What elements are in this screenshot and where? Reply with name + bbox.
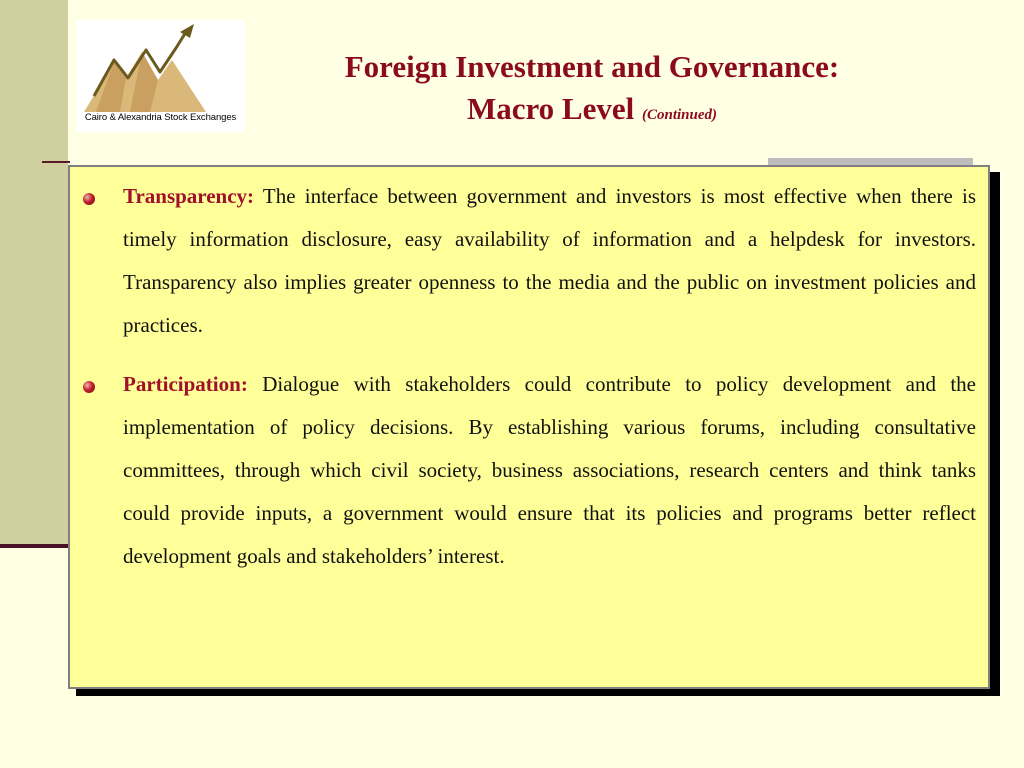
content-box bbox=[68, 165, 990, 689]
bullet-icon bbox=[83, 193, 95, 205]
slide-title bbox=[250, 46, 934, 136]
bullet-body: The interface between government and investors is most effective when there is timely information disclosure, easy availability of information and a helpdesk for investors. Transparency also implies greater openness to the media and the public on investment policies and practices. bbox=[123, 184, 976, 337]
bullet-term: Participation: bbox=[123, 372, 248, 396]
bullet-text bbox=[123, 175, 976, 347]
bottom-rule bbox=[0, 544, 72, 548]
bullet-body: Dialogue with stakeholders could contribute to policy development and the implementation of policy decisions. By establishing various forums, including consultative committees, through which civil society, business associations, research centers and think tanks could provide inputs, a government would ensure that its policies and programs better reflect development goals and stakeholders’ interest. bbox=[123, 372, 977, 568]
logo-caption: Cairo & Alexandria Stock Exchanges bbox=[84, 112, 237, 123]
top-rule bbox=[42, 161, 70, 163]
title-line-2 bbox=[250, 88, 934, 136]
stock-exchange-logo bbox=[76, 20, 245, 132]
title-macro-level: Macro Level bbox=[466, 91, 635, 126]
bullet-text bbox=[123, 363, 976, 578]
bullet-icon bbox=[83, 381, 95, 393]
left-side-bar bbox=[0, 0, 68, 546]
title-continued-label: (Continued) bbox=[642, 107, 718, 123]
bullet-term: Transparency: bbox=[123, 184, 255, 208]
title-line-1: Foreign Investment and Governance: bbox=[344, 49, 840, 84]
